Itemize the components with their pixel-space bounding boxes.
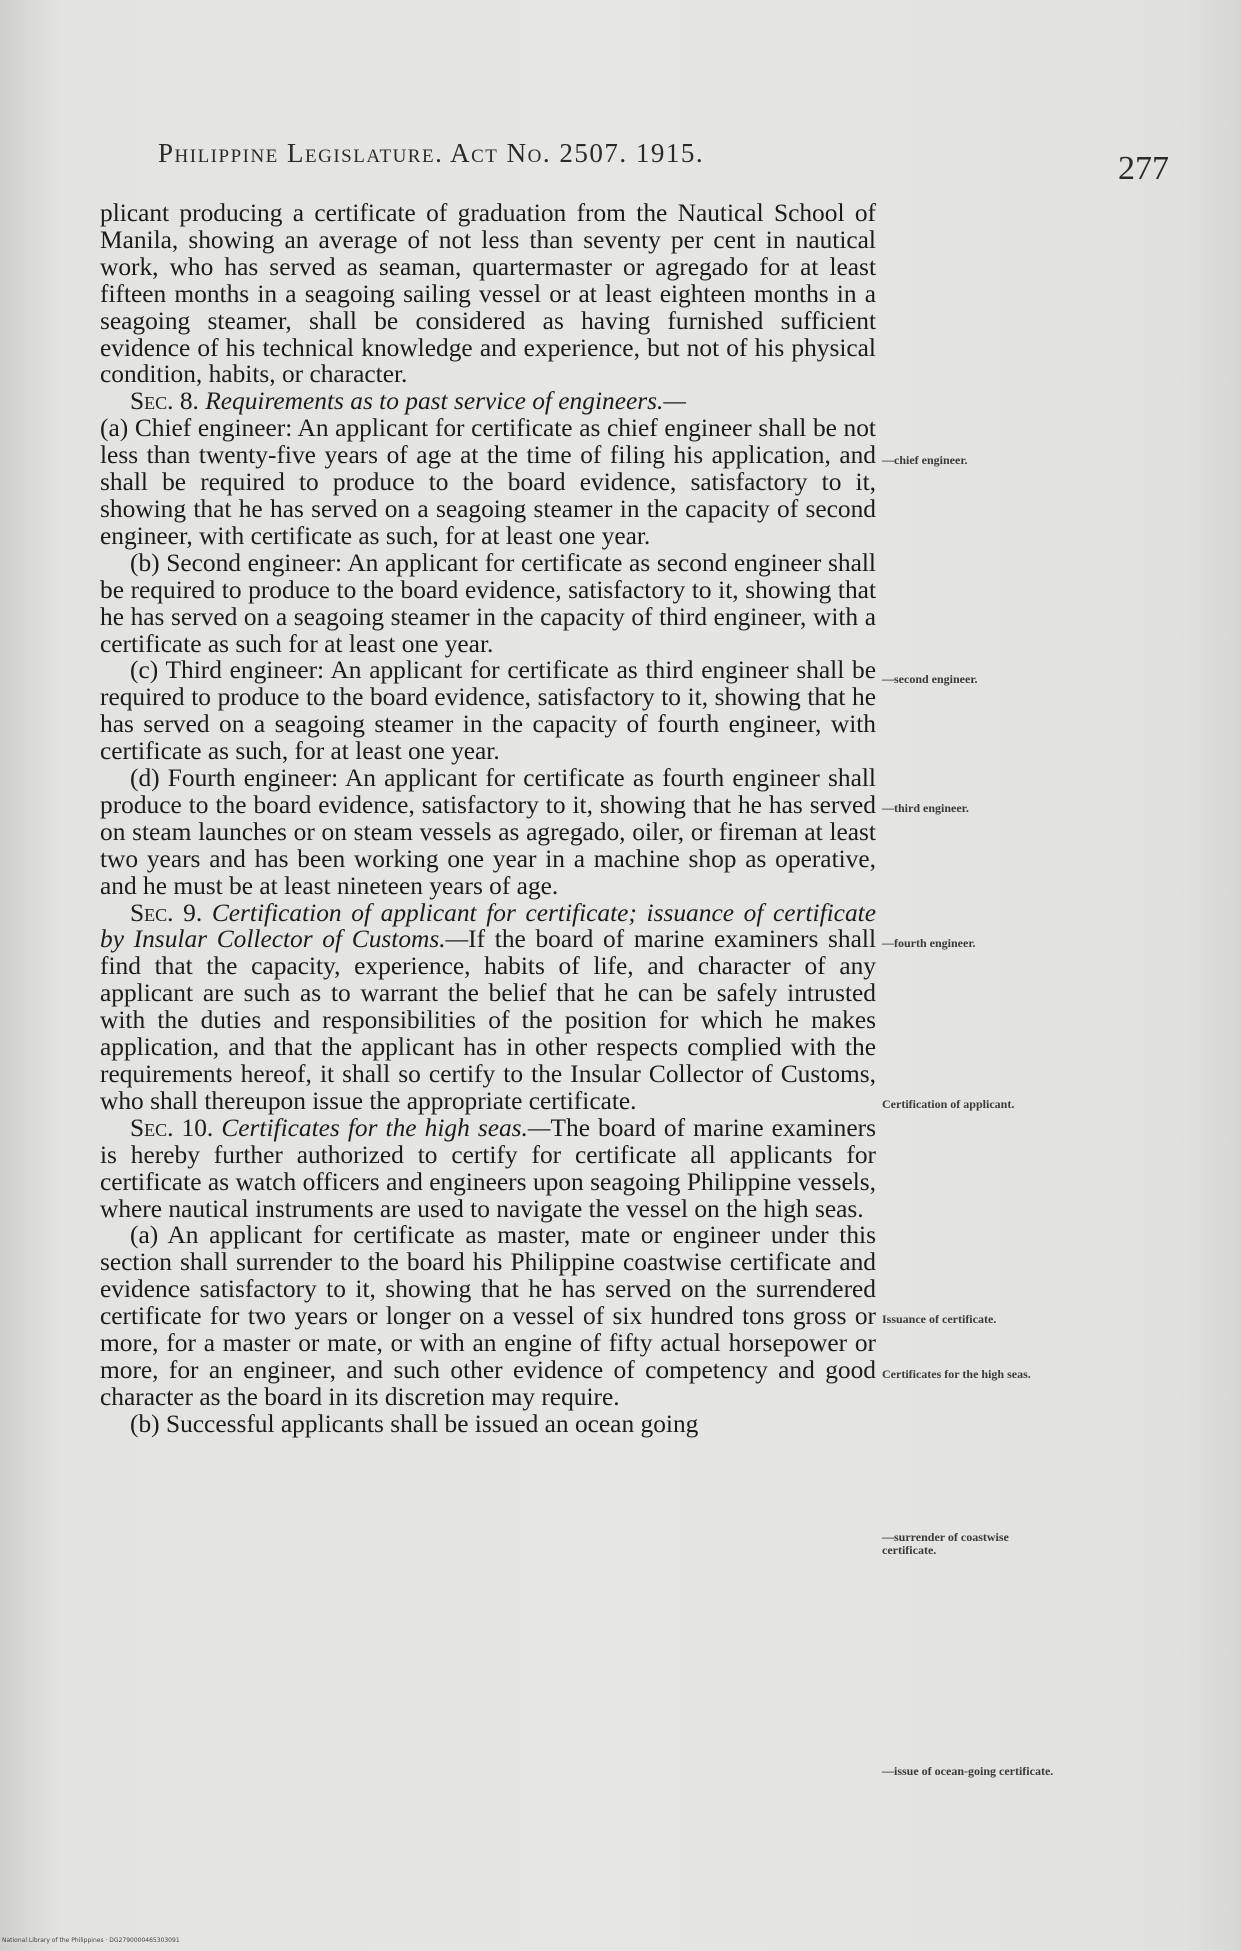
ocean-going-clause: Successful applicants shall be issued an ocean going	[165, 1409, 699, 1438]
margin-note-fourth-engineer: —fourth engineer.	[882, 936, 976, 950]
section-9-heading: Certification of applicant for certificate; issuance of certificate by Insular Collector of Customs.—	[100, 898, 876, 954]
margin-note-issuance: Issuance of certificate.	[882, 1312, 997, 1326]
third-engineer-paragraph	[100, 657, 876, 765]
section-9-text: If the board of marine examiners shall find that the capacity, experience, habits of life, and character of any applicant are such as to warrant the belief that he can be safely intrusted with the duties and responsibilities of the position for which he makes application, and that the applicant has in other respects complied with the requirements hereof, it shall so certify to the Insular Collector of Customs, who shall thereupon issue the appropriate certificate.	[100, 925, 876, 1115]
clause-d-mark: (d)	[130, 764, 160, 793]
page-number: 277	[1118, 150, 1169, 187]
margin-note-third-engineer: —third engineer.	[882, 801, 969, 815]
section-10-label: Sec. 10.	[130, 1113, 214, 1142]
margin-note-chief-engineer: —chief engineer.	[882, 453, 968, 467]
surrender-clause: An applicant for certificate as master, mate or engineer under this section shall surrender to the board his Philippine coastwise certificate and evidence satisfactory to it, showing that he has served on the surrendered certificate for two years or longer on a vessel of six hundred tons gross or more, for a master or mate, or with an engine of fifty actual horsepower or more, for an engineer, and such other evidence of competency and good character as the board in its discretion may require.	[100, 1221, 876, 1411]
clause-b-mark: (b)	[130, 548, 160, 577]
section-10-paragraph	[100, 1115, 876, 1223]
clause-b2-mark: (b)	[130, 1409, 160, 1438]
document-body	[100, 200, 876, 1438]
clause-a2-mark: (a)	[130, 1221, 159, 1250]
section-9-label: Sec. 9.	[130, 898, 203, 927]
fourth-engineer-clause: Fourth engineer: An applicant for certificate as fourth engineer shall produce to the board evidence, satisfactory to it, showing that he has served on steam launches or on steam vessels as agregado, oiler, or fireman at least two years and has been working one year in a machine shop as operative, and he must be at least nineteen years of age.	[100, 764, 876, 900]
scan-footer: National Library of the Philippines · DG2790000465303091	[2, 1937, 180, 1944]
second-engineer-paragraph	[100, 550, 876, 658]
section-8-heading: Requirements as to past service of engineers.—	[205, 387, 686, 416]
second-engineer-clause: Second engineer: An applicant for certificate as second engineer shall be required to produce to the board evidence, satisfactory to it, showing that he has served on a seagoing steamer in the capacity of third engineer, with a certificate as such for at least one year.	[100, 548, 876, 658]
ocean-going-paragraph	[100, 1411, 876, 1438]
margin-note-surrender: —surrender of coastwise certificate.	[882, 1530, 1009, 1557]
fourth-engineer-paragraph	[100, 765, 876, 900]
paragraph-continuation: plicant producing a certificate of graduation from the Nautical School of Manila, showing an average of not less than seventy per cent in nautical work, who has served as seaman, quartermaster or agregado for at least fifteen months in a seagoing sailing vessel or at least eighteen months in a seagoing steamer, shall be considered as having furnished sufficient evidence of his technical knowledge and experience, but not of his physical condition, habits, or character.	[100, 199, 876, 389]
section-8-paragraph	[100, 388, 876, 549]
section-10-text: The board of marine examiners is hereby further authorized to certify for certificate all applicants for certificate as watch officers and engineers upon seagoing Philippine vessels, where nautical instruments are used to navigate the vessel on the high seas.	[100, 1113, 876, 1223]
margin-note-certification: Certification of applicant.	[882, 1097, 1015, 1111]
margin-note-ocean-going: —issue of ocean-going certificate.	[882, 1764, 1054, 1778]
running-header: Philippine Legislature. Act No. 2507. 1915.	[158, 138, 705, 168]
margin-note-high-seas: Certificates for the high seas.	[882, 1367, 1031, 1381]
chief-engineer-clause: Chief engineer: An applicant for certificate as chief engineer shall be not less than twenty-five years of age at the time of filing his application, and shall be required to produce to the board evidence, satisfactory to it, showing that he has served on a seagoing steamer in the capacity of second engineer, with certificate as such, for at least one year.	[100, 414, 876, 550]
clause-a-mark: (a)	[100, 414, 129, 443]
third-engineer-clause: Third engineer: An applicant for certificate as third engineer shall be required to produce to the board evidence, satisfactory to it, showing that he has served on a seagoing steamer in the capacity of fourth engineer, with certificate as such, for at least one year.	[100, 656, 877, 766]
margin-note-second-engineer: —second engineer.	[882, 672, 978, 686]
section-9-paragraph	[100, 900, 876, 1115]
section-8-label: Sec. 8.	[130, 387, 199, 416]
clause-c-mark: (c)	[130, 656, 159, 685]
surrender-paragraph	[100, 1222, 876, 1410]
section-10-heading: Certificates for the high seas.—	[221, 1113, 551, 1142]
